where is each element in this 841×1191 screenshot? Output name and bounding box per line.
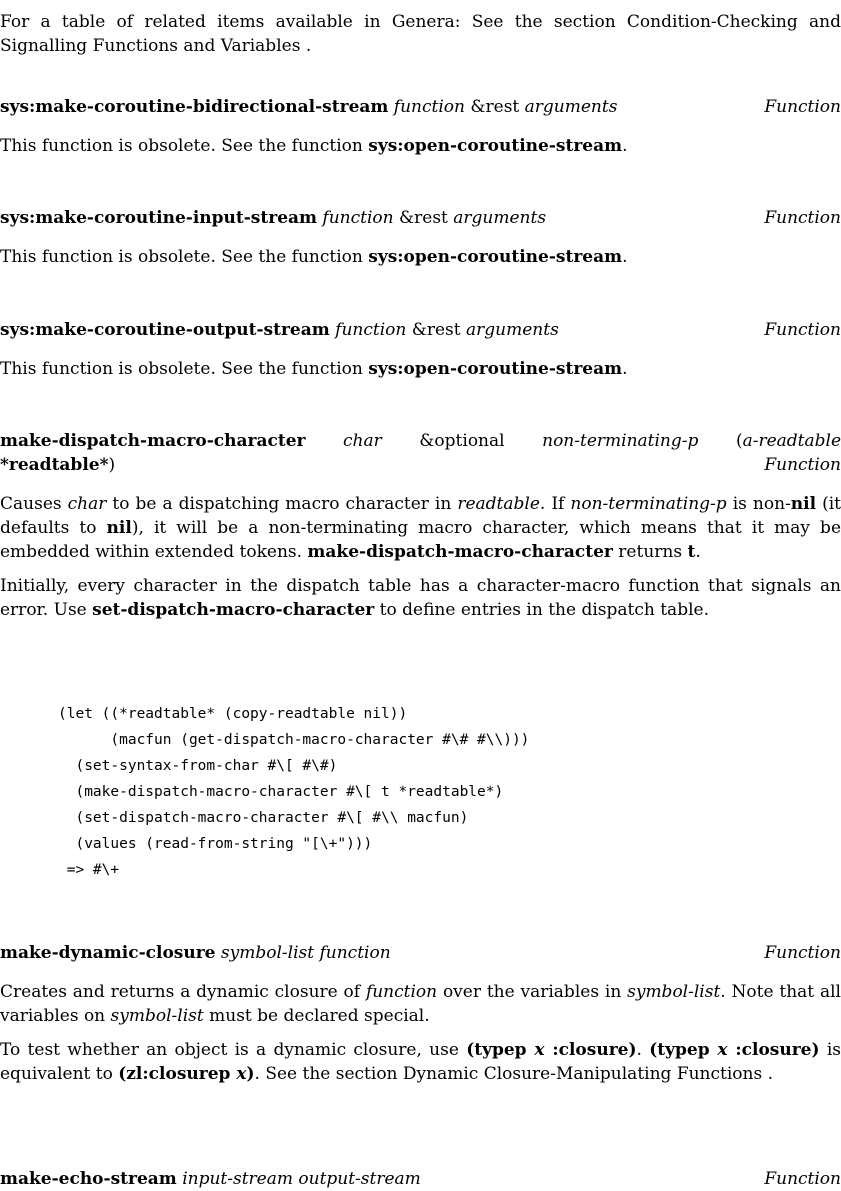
- arg-arguments: arguments: [466, 320, 559, 340]
- entry-type-label: Function: [764, 97, 841, 117]
- entry-output-stream: [0, 318, 841, 381]
- intro-block: [0, 10, 841, 58]
- entry-header: [0, 318, 841, 342]
- entry-signature-cont: *readtable*) Function: [0, 455, 841, 475]
- arg-keyword: &rest: [399, 208, 448, 228]
- arg-function: function: [335, 320, 407, 340]
- arg-arguments: arguments: [453, 208, 547, 228]
- function-name: make-echo-stream: [0, 1169, 177, 1189]
- function-name: make-dynamic-closure: [0, 943, 216, 963]
- entry-type-label: Function: [764, 1169, 841, 1189]
- arg-function: function: [322, 208, 394, 228]
- closure-paragraph-2: To test whether an object is a dynamic closure, use (typep x :closure). (typep x :closure) is equivalent to (zl:closurep x). See the section Dynamic Closure-Manipulating Functions .: [0, 1040, 841, 1084]
- entry-header: [0, 95, 841, 119]
- function-name: sys:make-coroutine-input-stream: [0, 208, 318, 228]
- arg-keyword: &rest: [411, 320, 461, 340]
- entry-type-label: Function: [764, 455, 841, 475]
- function-name: sys:make-coroutine-bidirectional-stream: [0, 97, 389, 117]
- entry-header: [0, 206, 841, 230]
- entry-header: [0, 1167, 841, 1191]
- function-name: sys:make-coroutine-output-stream: [0, 320, 330, 340]
- closure-paragraph-1: Creates and returns a dynamic closure of function over the variables in symbol-list. Note that all variables on symbol-list must be declared special.: [0, 982, 841, 1026]
- cross-reference: sys:open-coroutine-stream: [368, 136, 623, 156]
- arg-keyword: &rest: [470, 97, 520, 117]
- entry-description: This function is obsolete. See the function sys:open-coroutine-stream.: [0, 136, 628, 156]
- entry-description: This function is obsolete. See the function sys:open-coroutine-stream.: [0, 359, 628, 379]
- cross-reference: sys:open-coroutine-stream: [368, 359, 623, 379]
- intro-paragraph: For a table of related items available in Genera: See the section Condition-Checking and Signalling Functions and Variables .: [0, 12, 841, 56]
- entry-input-stream: [0, 206, 841, 269]
- arg-function: function: [393, 97, 465, 117]
- entry-args: input-stream output-stream: [182, 1169, 421, 1189]
- dispatch-paragraph-1: Causes char to be a dispatching macro character in readtable. If non-terminating-p is non-nil (it defaults to nil), it will be a non-terminating macro character, which means that it may be embedded within extended tokens. make-dispatch-macro-character returns t.: [0, 494, 841, 562]
- entry-bidirectional-stream: [0, 95, 841, 158]
- entry-args: symbol-list function: [220, 943, 391, 963]
- entry-type-label: Function: [764, 320, 841, 340]
- entry-make-dispatch-macro-character: [0, 429, 841, 622]
- entry-make-dynamic-closure: [0, 941, 841, 1086]
- code-example: (let ((*readtable* (copy-readtable nil)) (macfun (get-dispatch-macro-character #\# #\\))) (set-syntax-from-char #\[ #\#) (make-dispatch-macro-character #\[ t *readtable*) (set-dispatch-macro-character #\[ #\\ macfun) (values (read-from-string "[\+"))) => #\+: [58, 706, 530, 878]
- entry-type-label: Function: [764, 208, 841, 228]
- entry-signature: make-dispatch-macro-character char &optional non-terminating-p (a-readtable: [0, 431, 841, 451]
- dispatch-paragraph-2: Initially, every character in the dispatch table has a character-macro function that signals an error. Use set-dispatch-macro-character to define entries in the dispatch table.: [0, 576, 841, 620]
- entry-header: [0, 941, 841, 965]
- arg-arguments: arguments: [524, 97, 618, 117]
- entry-type-label: Function: [764, 943, 841, 963]
- entry-header: [0, 429, 841, 477]
- entry-description: This function is obsolete. See the function sys:open-coroutine-stream.: [0, 247, 628, 267]
- entry-make-echo-stream: [0, 1167, 841, 1191]
- cross-reference: sys:open-coroutine-stream: [368, 247, 623, 267]
